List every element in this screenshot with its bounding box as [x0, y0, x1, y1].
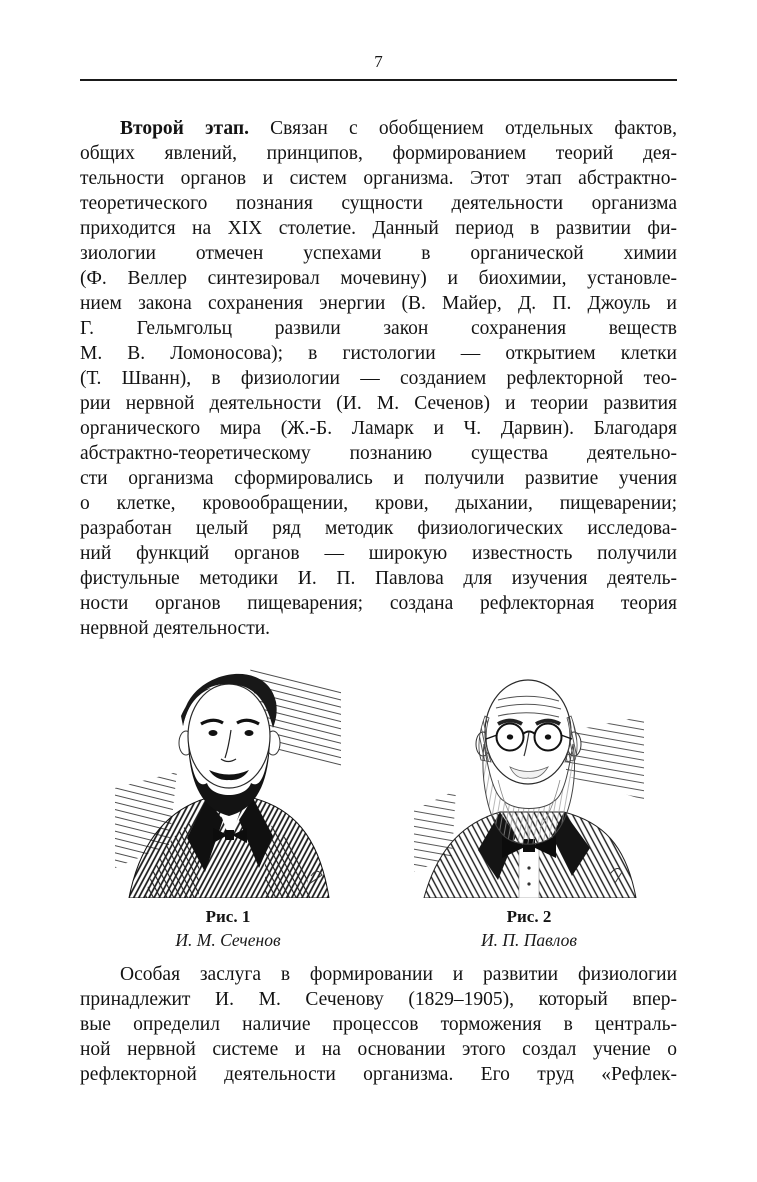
- text-line-last: нервной деятельности.: [80, 618, 271, 639]
- pavlov-portrait-image: [414, 640, 644, 898]
- paragraph-sechenov-merit: [80, 962, 677, 1087]
- text-line: (Т. Шванн), в физиологии — созданием рефлекторной тео-: [80, 368, 677, 389]
- text-line: разработан целый ряд методик физиологических исследова-: [80, 518, 677, 539]
- paragraph-lines: [80, 987, 677, 1087]
- text-line: абстрактно-теоретическому познанию существа деятельно-: [80, 443, 677, 464]
- text-line-first: Особая заслуга в формировании и развитии физиологии: [120, 964, 677, 985]
- header-rule: [80, 79, 677, 81]
- text-line: органического мира (Ж.-Б. Ламарк и Ч. Дарвин). Благодаря: [80, 418, 677, 439]
- figure-caption-name: И. М. Сеченов: [175, 930, 281, 950]
- text-line: (Ф. Веллер синтезировал мочевину) и биохимии, установле-: [80, 268, 677, 289]
- figure-caption-label: Рис. 1: [205, 907, 251, 926]
- text-line: нием закона сохранения энергии (В. Майер, Д. П. Джоуль и: [80, 293, 677, 314]
- figure-pavlov: [414, 640, 644, 951]
- sechenov-portrait-image: [115, 640, 341, 898]
- paragraph-second-stage: [80, 116, 677, 641]
- paragraph-lead-bold: Второй этап.: [120, 118, 249, 139]
- text-line: М. В. Ломоносова); в гистологии — открытием клетки: [80, 343, 677, 364]
- text-line: сти организма сформировались и получили развитие учения: [80, 468, 677, 489]
- figures-row: [0, 640, 757, 960]
- paragraph-lines: [80, 141, 677, 616]
- text-line: фистульные методики И. П. Павлова для изучения деятель-: [80, 568, 677, 589]
- figure-caption-name: И. П. Павлов: [481, 930, 577, 950]
- text-line: рефлекторной деятельности организма. Его труд «Рефлек-: [80, 1064, 677, 1085]
- text-line: общих явлений, принципов, формированием теорий дея-: [80, 143, 677, 164]
- text-line: о клетке, кровообращении, крови, дыхании, пищеварении;: [80, 493, 677, 514]
- text-line: теоретического познания сущности деятельности организма: [80, 193, 677, 214]
- page-number: 7: [374, 52, 383, 71]
- figure-caption-label: Рис. 2: [506, 907, 552, 926]
- text-line: тельности органов и систем организма. Этот этап абстрактно-: [80, 168, 677, 189]
- text-line: принадлежит И. М. Сеченову (1829–1905), который впер-: [80, 989, 677, 1010]
- figure-sechenov: [115, 640, 341, 951]
- text-line: ной нервной системе и на основании этого создал учение о: [80, 1039, 677, 1060]
- text-line: ний функций органов — широкую известность получили: [80, 543, 677, 564]
- text-line-lead: [80, 116, 677, 141]
- text-line: ности органов пищеварения; создана рефлекторная теория: [80, 593, 677, 614]
- text-line: приходится на XIX столетие. Данный период в развитии фи-: [80, 218, 677, 239]
- text-line: вые определил наличие процессов торможения в централь-: [80, 1014, 677, 1035]
- text-line: рии нервной деятельности (И. М. Сеченов) и теории развития: [80, 393, 677, 414]
- text-line: зиологии отмечен успехами в органической химии: [80, 243, 677, 264]
- paragraph-lead-rest: Связан с обобщением отдельных фактов,: [270, 118, 677, 139]
- text-line: Г. Гельмгольц развили закон сохранения веществ: [80, 318, 677, 339]
